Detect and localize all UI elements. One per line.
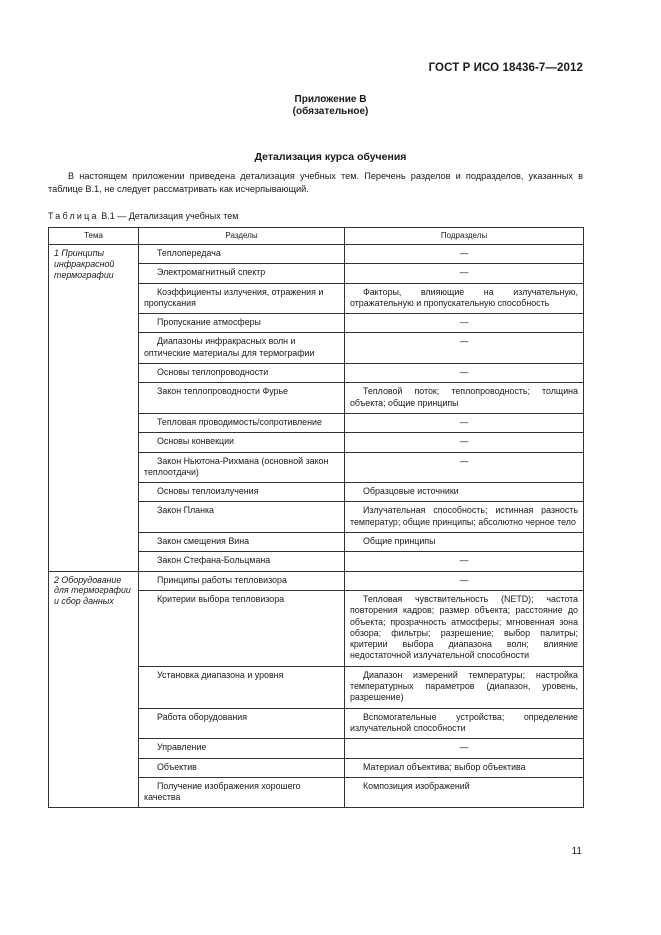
section-cell: Критерии выбора тепловизора xyxy=(139,590,345,666)
subsection-text: Факторы, влияющие на излучательную, отражательную и пропускательную способность xyxy=(350,286,578,308)
subsection-text: Излучательная способность; истинная разность температур; общие принципы; абсолютно черное тело xyxy=(350,505,578,527)
section-cell: Работа оборудования xyxy=(139,708,345,739)
section-cell: Принципы работы тепловизора xyxy=(139,571,345,590)
subsection-text: Диапазон измерений температуры; настройка температурных параметров (диапазон, уровень, разрешение) xyxy=(350,669,578,703)
subsection-cell: — xyxy=(345,739,584,758)
section-cell: Тепловая проводимость/сопротивление xyxy=(139,413,345,432)
theme-cell: 2 Оборудование для термографии и сбор данных xyxy=(49,571,139,808)
subsection-cell xyxy=(345,283,584,314)
table-caption-text: В.1 — Детализация учебных тем xyxy=(98,211,239,221)
subsection-cell xyxy=(345,708,584,739)
subsection-text: Общие принципы xyxy=(363,536,436,547)
subsection-cell: — xyxy=(345,433,584,452)
section-cell: Объектив xyxy=(139,758,345,777)
section-cell: Коэффициенты излучения, отражения и пропускания xyxy=(139,283,345,314)
section-cell: Получение изображения хорошего качества xyxy=(139,777,345,808)
subsection-cell xyxy=(345,590,584,666)
section-cell: Установка диапазона и уровня xyxy=(139,666,345,708)
subsection-cell: — xyxy=(345,245,584,264)
theme-cell: 1 Принципы инфракрасной термографии xyxy=(49,245,139,572)
subsection-cell xyxy=(345,758,584,777)
section-cell: Основы конвекции xyxy=(139,433,345,452)
subsection-text: Материал объектива; выбор объектива xyxy=(363,761,526,772)
subsection-cell: — xyxy=(345,333,584,364)
subsection-text: Вспомогательные устройства; определение излучательной способности xyxy=(350,711,578,733)
section-cell: Диапазоны инфракрасных волн и оптические материалы для термографии xyxy=(139,333,345,364)
table-caption xyxy=(48,211,238,221)
subsection-text: Образцовые источники xyxy=(363,486,459,497)
appendix-heading xyxy=(0,94,661,118)
header-section: Разделы xyxy=(139,228,345,245)
section-cell: Пропускание атмосферы xyxy=(139,314,345,333)
subsection-cell xyxy=(345,502,584,533)
header-subsection: Подразделы xyxy=(345,228,584,245)
subsection-cell xyxy=(345,483,584,502)
subsection-cell: — xyxy=(345,264,584,283)
subsection-cell: — xyxy=(345,552,584,571)
table-header-row xyxy=(49,228,584,245)
subsection-cell xyxy=(345,383,584,414)
section-cell: Электромагнитный спектр xyxy=(139,264,345,283)
section-cell: Закон Планка xyxy=(139,502,345,533)
subsection-cell xyxy=(345,666,584,708)
subsection-cell xyxy=(345,777,584,808)
subsection-cell xyxy=(345,533,584,552)
section-cell: Закон Стефана-Больцмана xyxy=(139,552,345,571)
course-details-table xyxy=(48,227,584,808)
subsection-cell: — xyxy=(345,364,584,383)
intro-paragraph: В настоящем приложении приведена детализация учебных тем. Перечень разделов и подразделов, указанных в таблице В.1, не следует рассматривать как исчерпывающий. xyxy=(48,171,583,194)
subsection-text: Тепловой поток; теплопроводность; толщина объекта; общие принципы xyxy=(350,386,578,408)
subsection-cell: — xyxy=(345,452,584,483)
appendix-title: Приложение В xyxy=(294,94,367,105)
appendix-status: (обязательное) xyxy=(292,106,369,117)
section-cell: Закон теплопроводности Фурье xyxy=(139,383,345,414)
page-number: 11 xyxy=(571,846,582,857)
section-cell: Основы теплопроводности xyxy=(139,364,345,383)
section-cell: Закон Ньютона-Рихмана (основной закон теплоотдачи) xyxy=(139,452,345,483)
section-cell: Закон смещения Вина xyxy=(139,533,345,552)
subsection-text: Тепловая чувствительность (NETD); частота повторения кадров; размер объекта; расстояние до объекта; прозрачность атмосферы; мгновенная зона обзора; фильтры; разрешение; выбор палитры; критерии выбора диапазона волн; влияние недостаточной излучательной способности xyxy=(350,593,578,661)
table-row xyxy=(49,571,584,590)
subsection-cell: — xyxy=(345,413,584,432)
table-caption-label: Таблица xyxy=(48,211,99,221)
subsection-cell: — xyxy=(345,571,584,590)
section-cell: Основы теплоизлучения xyxy=(139,483,345,502)
section-cell: Управление xyxy=(139,739,345,758)
subsection-cell: — xyxy=(345,314,584,333)
header-theme: Тема xyxy=(49,228,139,245)
subsection-text: Композиция изображений xyxy=(363,780,470,791)
standard-designation: ГОСТ Р ИСО 18436-7—2012 xyxy=(428,62,583,74)
table-row xyxy=(49,245,584,264)
section-cell: Теплопередача xyxy=(139,245,345,264)
section-title: Детализация курса обучения xyxy=(254,151,407,163)
